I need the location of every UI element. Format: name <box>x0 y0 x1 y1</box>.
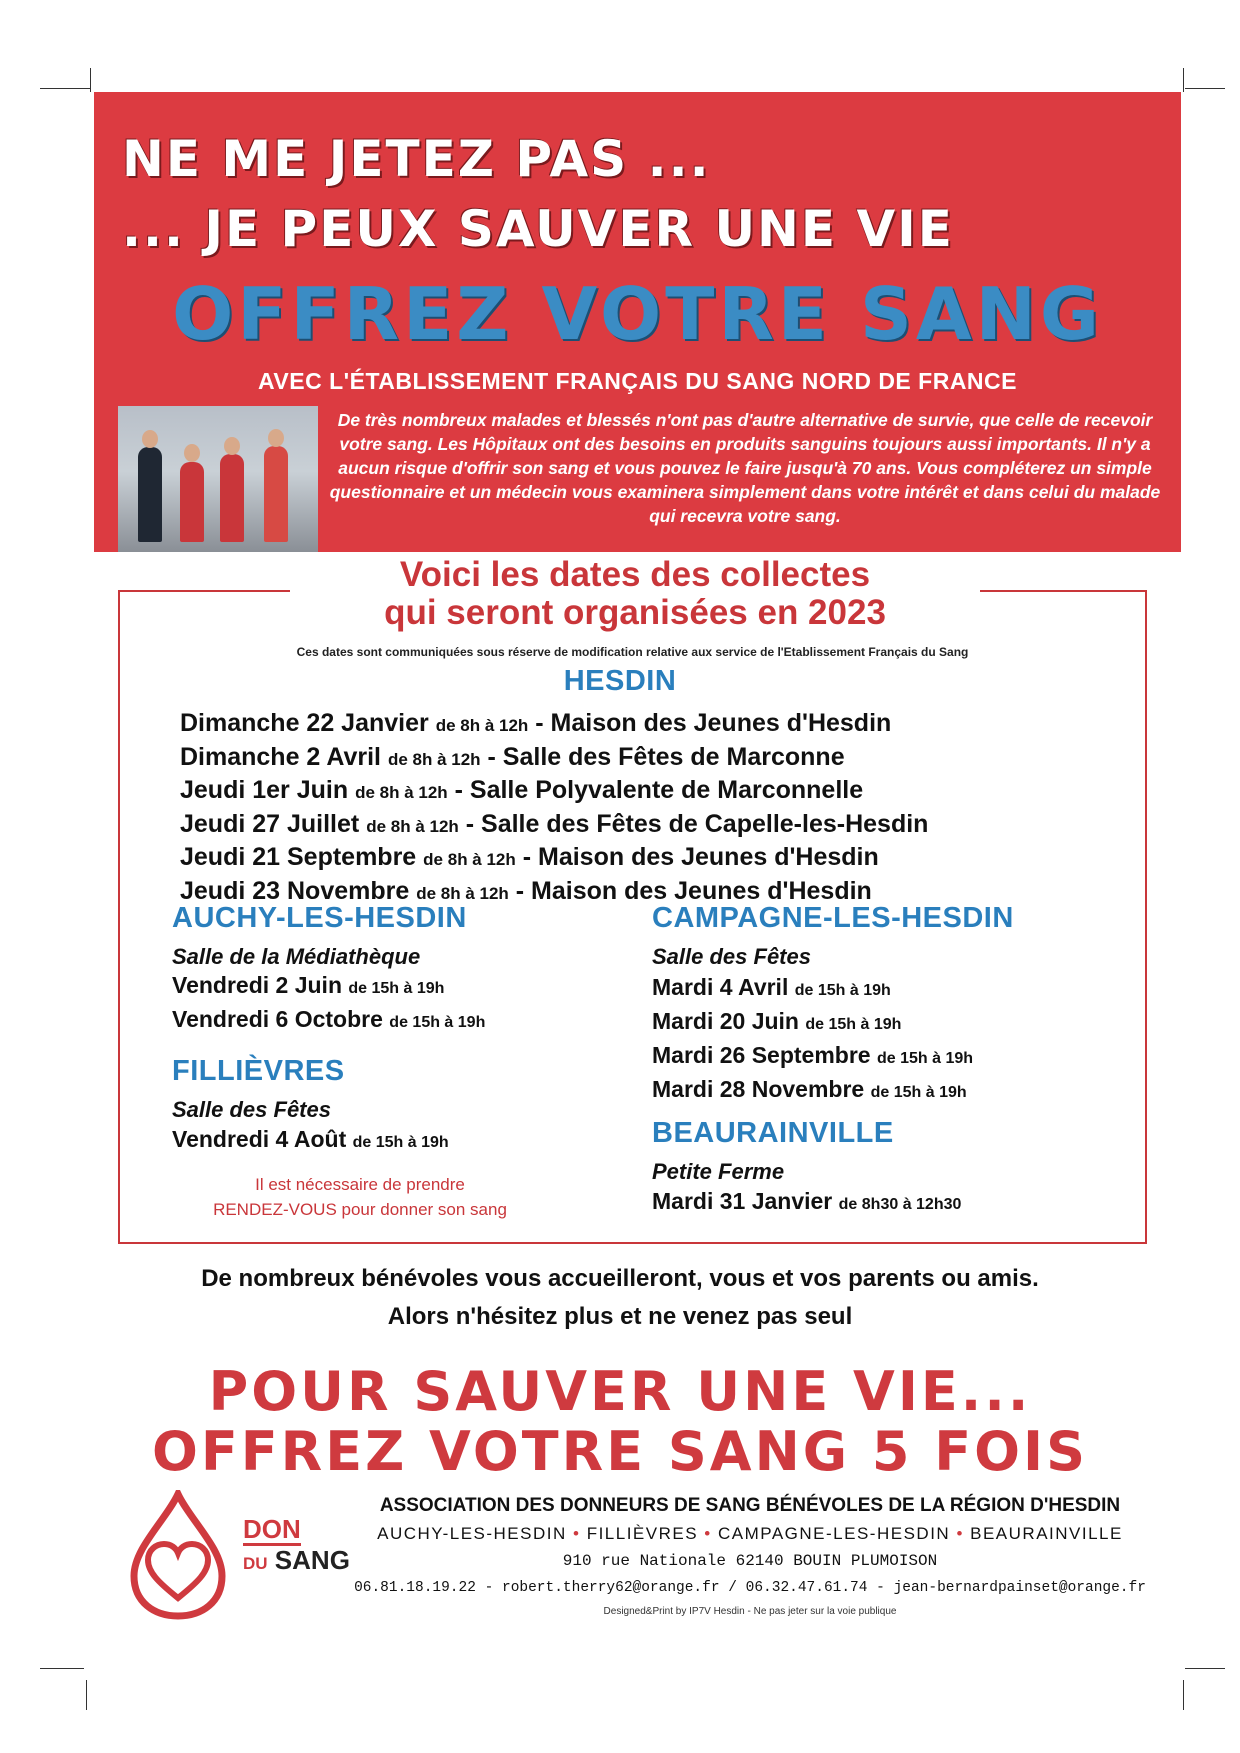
hesdin-row: Jeudi 23 Novembre de 8h à 12h - Maison des Jeunes d'Hesdin <box>180 876 872 905</box>
city-fillievres: FILLIÈVRES <box>172 1055 345 1087</box>
crop-mark-bl-h <box>40 1668 84 1669</box>
crop-mark-tr-v <box>1183 68 1184 92</box>
hesdin-row: Dimanche 2 Avril de 8h à 12h - Salle des Fêtes de Marconne <box>180 742 845 771</box>
date-row: Vendredi 2 Juin de 15h à 19h <box>172 972 445 998</box>
benevoles-message: De nombreux bénévoles vous accueilleront, vous et vos parents ou amis. Alors n'hésitez plus et ne venez pas seul <box>201 1265 1039 1330</box>
intro-text: De très nombreux malades et blessés n'ont pas d'autre alternative de survie, que celle de recevoir votre sang. Les Hôpitaux ont des besoins en produits sanguins toujours aussi importants. Il n'y a aucun risque d'offrir son sang et vous pouvez le faire jusqu'à 70 ans. Vous compléterez un simple questionnaire et un médecin vous examinera simplement dans votre intérêt et dans celui du malade qui recevra votre sang. <box>329 410 1161 526</box>
dates-auchy <box>172 970 485 1038</box>
association-address: 910 rue Nationale 62140 BOUIN PLUMOISON <box>562 1552 938 1570</box>
dates-campagne <box>652 972 973 1108</box>
reserve-note: Ces dates sont communiquées sous réserve de modification relative aux service de l'Etablissement Français du Sang <box>296 645 969 659</box>
venue-beaurainville: Petite Ferme <box>652 1159 785 1184</box>
headline-line-2: ... JE PEUX SAUVER UNE VIE <box>122 200 954 258</box>
hesdin-schedule <box>180 708 928 909</box>
city-hesdin: HESDIN <box>563 665 677 697</box>
crop-mark-tr-h <box>1185 88 1225 89</box>
crop-mark-br-h <box>1185 1668 1225 1669</box>
don-du-sang-logo-text: DON DU SANG <box>243 1514 350 1575</box>
city-campagne: CAMPAGNE-LES-HESDIN <box>652 902 1014 934</box>
hesdin-row: Dimanche 22 Janvier de 8h à 12h - Maison des Jeunes d'Hesdin <box>180 709 892 737</box>
communes-list: AUCHY-LES-HESDIN • FILLIÈVRES • CAMPAGNE-LES-HESDIN • BEAURAINVILLE <box>377 1524 1123 1543</box>
dates-beaurainville <box>652 1186 961 1220</box>
crop-mark-tl-v <box>90 68 91 92</box>
efs-subtitle: AVEC L'ÉTABLISSEMENT FRANÇAIS DU SANG NORD DE FRANCE <box>258 368 1017 394</box>
date-row: Mardi 31 Janvier de 8h30 à 12h30 <box>652 1188 962 1214</box>
dates-fillievres <box>172 1124 449 1158</box>
date-row: Mardi 28 Novembre de 15h à 19h <box>652 1076 967 1102</box>
date-row: Mardi 20 Juin de 15h à 19h <box>652 1008 902 1034</box>
slogan-line-2: OFFREZ VOTRE SANG 5 FOIS <box>151 1420 1089 1483</box>
city-beaurainville: BEAURAINVILLE <box>652 1117 894 1149</box>
date-row: Mardi 4 Avril de 15h à 19h <box>652 974 891 1000</box>
date-row: Vendredi 6 Octobre de 15h à 19h <box>172 1006 486 1032</box>
slogan-line-1: POUR SAUVER UNE VIE... <box>208 1360 1032 1423</box>
crop-mark-bl-v <box>86 1680 87 1710</box>
contact-details: 06.81.18.19.22 - robert.therry62@orange.fr / 06.32.47.61.74 - jean-bernardpainset@orange.fr <box>354 1580 1146 1596</box>
volunteers-photo <box>118 406 318 552</box>
blood-drop-heart-icon <box>128 1490 228 1620</box>
headline-offrez: OFFREZ VOTRE SANG <box>172 272 1103 356</box>
hesdin-row: Jeudi 21 Septembre de 8h à 12h - Maison des Jeunes d'Hesdin <box>180 843 879 871</box>
city-auchy: AUCHY-LES-HESDIN <box>172 902 467 934</box>
date-row: Vendredi 4 Août de 15h à 19h <box>172 1126 449 1152</box>
collectes-title-line-2: qui seront organisées en 2023 <box>384 593 886 632</box>
hesdin-row: Jeudi 27 Juillet de 8h à 12h - Salle des Fêtes de Capelle-les-Hesdin <box>180 809 929 838</box>
rendez-vous-note: Il est nécessaire de prendre RENDEZ-VOUS pour donner son sang <box>213 1175 507 1219</box>
date-row: Mardi 26 Septembre de 15h à 19h <box>652 1042 974 1068</box>
collectes-title-line-1: Voici les dates des collectes <box>399 555 871 594</box>
association-name: ASSOCIATION DES DONNEURS DE SANG BÉNÉVOLES DE LA RÉGION D'HESDIN <box>379 1495 1121 1516</box>
headline-line-1: NE ME JETEZ PAS ... <box>122 130 711 188</box>
crop-mark-br-v <box>1183 1680 1184 1710</box>
print-credit: Designed&Print by IP7V Hesdin - Ne pas jeter sur la voie publique <box>603 1606 897 1617</box>
venue-auchy: Salle de la Médiathèque <box>172 944 421 969</box>
collectes-title <box>290 556 980 632</box>
venue-campagne: Salle des Fêtes <box>652 944 811 969</box>
venue-fillievres: Salle des Fêtes <box>172 1097 331 1122</box>
crop-mark-tl-h <box>40 88 90 89</box>
hesdin-row: Jeudi 1er Juin de 8h à 12h - Salle Polyvalente de Marconnelle <box>180 776 864 804</box>
